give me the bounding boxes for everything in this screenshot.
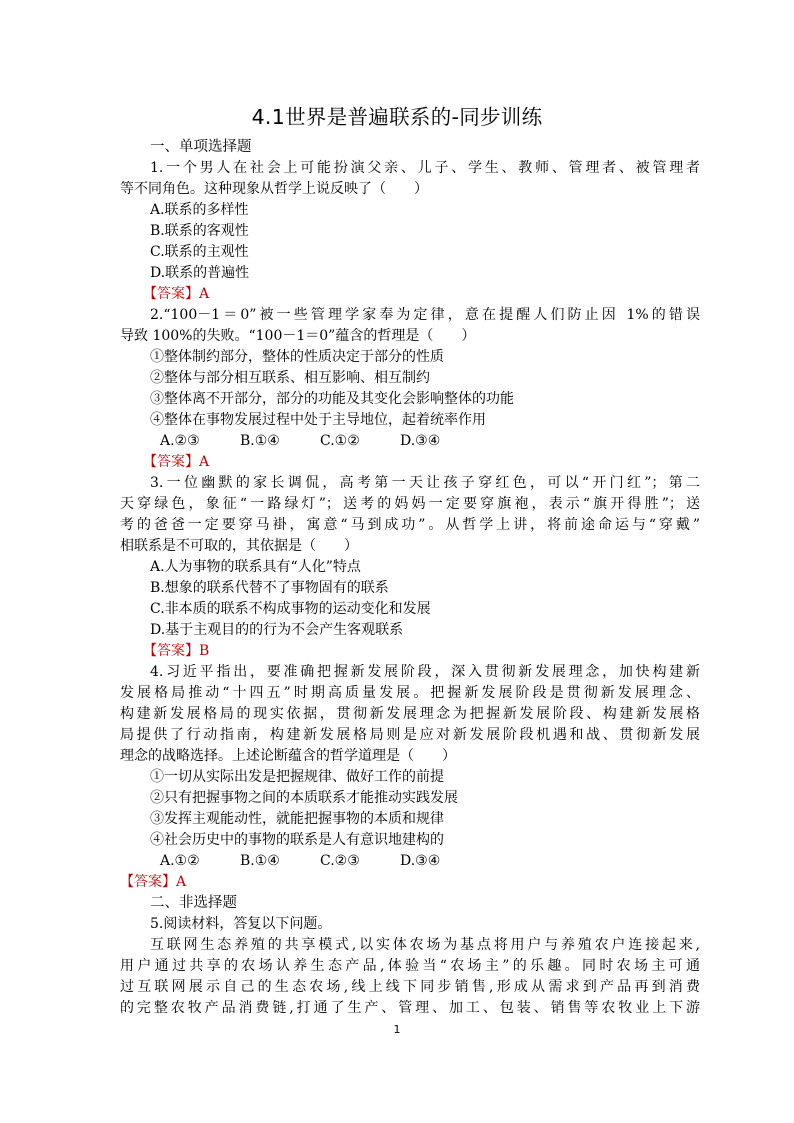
question-4-text: 4.习近平指出，要准确把握新发展阶段，深入贯彻新发展理念，加快构建新 [150, 664, 700, 680]
section-heading-single-choice: 一、单项选择题 [150, 139, 252, 155]
option-a: A.①② [160, 853, 200, 869]
question-3-option-d: D.基于主观目的的行为不会产生客观联系 [150, 622, 404, 638]
question-1-option-b: B.联系的客观性 [150, 223, 249, 239]
question-5-material-cont: 的完整农牧产品消费链,打通了生产、管理、加工、包装、销售等农牧业上下游 [120, 1000, 700, 1016]
question-2-statement-3: ③整体离不开部分，部分的功能及其变化会影响整体的功能 [150, 391, 514, 407]
answer-label: 【答案】 [120, 874, 176, 890]
option-d: D.③④ [400, 433, 441, 449]
question-1-text-cont: 等不同角色。这种现象从哲学上说反映了（ ） [120, 181, 428, 197]
option-c: C.①② [320, 433, 360, 449]
question-4-text-cont: 理念的战略选择。上述论断蕴含的哲学道理是（ ） [120, 748, 456, 764]
answer-label: 【答案】 [143, 286, 199, 302]
question-1-answer [143, 284, 209, 305]
question-4-text-cont: 发展格局推动“十四五”时期高质量发展。把握新发展阶段是贯彻新发展理念、 [120, 685, 700, 701]
option-b: B.①④ [240, 433, 280, 449]
question-4-statement-1: ①一切从实际出发是把握规律、做好工作的前提 [150, 769, 444, 785]
question-1-option-a: A.联系的多样性 [150, 202, 249, 218]
section-heading-non-choice: 二、非选择题 [150, 895, 237, 911]
answer-value: A [199, 454, 210, 470]
question-4-statement-4: ④社会历史中的事物的联系是人有意识地建构的 [150, 832, 444, 848]
question-3-text-cont: 天穿绿色，象征“一路绿灯”；送考的妈妈一定要穿旗袍，表示“旗开得胜”；送 [120, 496, 700, 512]
question-3-text: 3.一位幽默的家长调侃，高考第一天让孩子穿红色，可以“开门红”；第二 [150, 475, 700, 491]
page-title: 4.1世界是普遍联系的-同步训练 [251, 105, 543, 129]
question-1-option-d: D.联系的普遍性 [150, 265, 250, 281]
answer-label: 【答案】 [143, 454, 199, 470]
question-2-statement-4: ④整体在事物发展过程中处于主导地位，起着统率作用 [150, 412, 486, 428]
question-4-options [160, 851, 440, 872]
question-3-text-cont: 考的爸爸一定要穿马褂，寓意“马到成功”。从哲学上讲，将前途命运与“穿戴” [120, 517, 700, 533]
answer-label: 【答案】 [143, 643, 199, 659]
answer-value: B [199, 643, 210, 659]
question-4-text-cont: 局提供了行动指南，构建新发展格局则是应对新发展阶段机遇和战、贯彻新发展 [120, 727, 700, 743]
question-2-statement-2: ②整体与部分相互联系、相互影响、相互制约 [150, 370, 430, 386]
answer-value: A [199, 286, 210, 302]
question-2-text-cont: 导致 100%的失败。“100－1＝0”蕴含的哲理是（ ） [120, 328, 476, 344]
question-5-material-cont: 过互联网展示自己的生态农场,线上线下同步销售,形成从需求到产品再到消费 [120, 979, 700, 995]
question-4-statement-2: ②只有把握事物之间的本质联系才能推动实践发展 [150, 790, 458, 806]
question-5-intro: 5.阅读材料，答复以下问题。 [150, 916, 332, 932]
question-3-option-b: B.想象的联系代替不了事物固有的联系 [150, 580, 389, 596]
question-2-answer [143, 452, 209, 473]
option-a: A.②③ [160, 433, 200, 449]
question-3-text-cont: 相联系是不可取的，其依据是（ ） [120, 538, 358, 554]
question-5-material: 互联网生态养殖的共享模式,以实体农场为基点将用户与养殖农户连接起来, [150, 937, 700, 953]
question-3-option-a: A.人为事物的联系具有“人化”特点 [150, 559, 361, 575]
question-5-material-cont: 用户通过共享的农场认养生态产品,体验当“农场主”的乐趣。同时农场主可通 [120, 958, 700, 974]
question-3-option-c: C.非本质的联系不构成事物的运动变化和发展 [150, 601, 431, 617]
answer-value: A [176, 874, 187, 890]
question-4-answer [120, 872, 186, 893]
option-b: B.①④ [240, 853, 280, 869]
question-2-statement-1: ①整体制约部分，整体的性质决定于部分的性质 [150, 349, 444, 365]
question-2-text: 2.“100－1＝0”被一些管理学家奉为定律，意在提醒人们防止因 1%的错误 [150, 307, 700, 323]
question-1-text: 1.一个男人在社会上可能扮演父亲、儿子、学生、教师、管理者、被管理者 [150, 160, 700, 176]
option-c: C.②③ [320, 853, 360, 869]
question-1-option-c: C.联系的主观性 [150, 244, 249, 260]
option-d: D.③④ [400, 853, 441, 869]
question-4-statement-3: ③发挥主观能动性，就能把握事物的本质和规律 [150, 811, 444, 827]
question-4-text-cont: 构建新发展格局的现实依据，贯彻新发展理念为把握新发展阶段、构建新发展格 [120, 706, 700, 722]
question-3-answer [143, 641, 209, 662]
page-number: 1 [393, 1023, 401, 1036]
question-2-options [160, 431, 440, 452]
